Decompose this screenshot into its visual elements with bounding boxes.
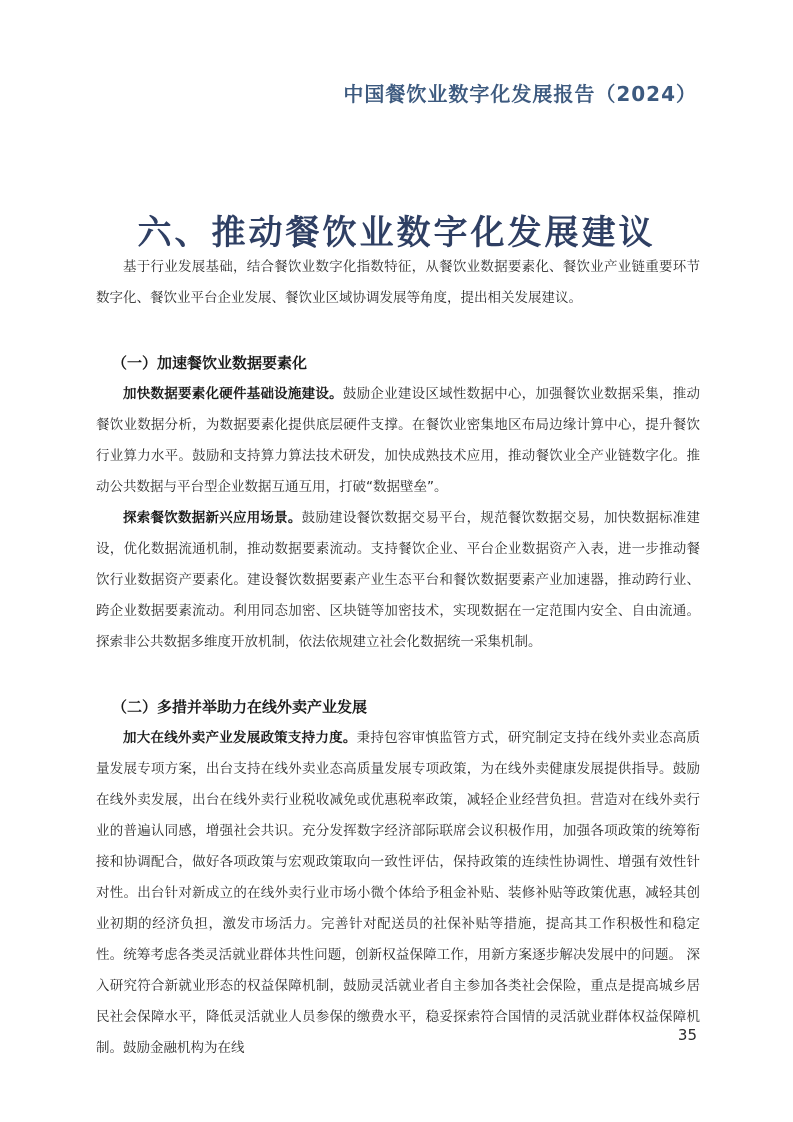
paragraph-1-2	[96, 503, 700, 658]
report-header-title: 中国餐饮业数字化发展报告（2024）	[343, 82, 697, 106]
chapter-body	[96, 252, 700, 1064]
page-number: 35	[677, 1026, 697, 1044]
section-heading-1: （一）加速餐饮业数据要素化	[112, 354, 308, 372]
paragraph-text: 鼓励建设餐饮数据交易平台，规范餐饮数据交易，加快数据标准建设，优化数据流通机制，推动数据要素流动。支持餐饮企业、平台企业数据资产入表，进一步推动餐饮行业数据资产要素化。建设餐饮数据要素产业生态平台和餐饮数据要素产业加速器，推动跨行业、跨企业数据要素流动。利用同态加密、区块链等加密技术，实现数据在一定范围内安全、自由流通。探索非公共数据多维度开放机制，依法依规建立社会化数据统一采集机制。	[96, 510, 701, 650]
paragraph-2-1	[96, 723, 700, 1064]
paragraph-text: 鼓励企业建设区域性数据中心，加强餐饮业数据采集，推动餐饮业数据分析，为数据要素化提供底层硬件支撑。在餐饮业密集地区布局边缘计算中心，提升餐饮行业算力水平。鼓励和支持算力算法技术研发，加快成熟技术应用，推动餐饮业全产业链数字化。推动公共数据与平台型企业数据互通互用，打破“数据壁垒”。	[96, 386, 701, 495]
paragraph-lead: 加快数据要素化硬件基础设施建设。	[123, 386, 343, 402]
paragraph-text: 秉持包容审慎监管方式，研究制定支持在线外卖业态高质量发展专项方案，出台支持在线外卖业态高质量发展专项政策，为在线外卖健康发展提供指导。鼓励在线外卖发展，出台在线外卖行业税收减免或优惠税率政策，减轻企业经营负担。营造对在线外卖行业的普遍认同感，增强社会共识。充分发挥数字经济部际联席会议积极作用，加强各项政策的统筹衔接和协调配合，做好各项政策与宏观政策取向一致性评估，保持政策的连续性协调性、增强有效性针对性。出台针对新成立的在线外卖行业市场小微个体给予租金补贴、装修补贴等政策优惠，减轻其创业初期的经济负担，激发市场活力。完善针对配送员的社保补贴等措施，提高其工作积极性和稳定性。统筹考虑各类灵活就业群体共性问题，创新权益保障工作，用新方案逐步解决发展中的问题。 深入研究符合新就业形态的权益保障机制，鼓励灵活就业者自主参加各类社会保险，重点是提高城乡居民社会保障水平，降低灵活就业人员参保的缴费水平，稳妥探索符合国情的灵活就业群体权益保障机制。鼓励金融机构为在线	[96, 730, 701, 1056]
paragraph-lead: 加大在线外卖产业发展政策支持力度。	[123, 730, 357, 746]
paragraph-1-1	[96, 379, 700, 503]
section-heading-2: （二）多措并举助力在线外卖产业发展	[112, 698, 368, 716]
paragraph-lead: 探索餐饮数据新兴应用场景。	[123, 510, 302, 526]
intro-paragraph: 基于行业发展基础，结合餐饮业数字化指数特征，从餐饮业数据要素化、餐饮业产业链重要环节数字化、餐饮业平台企业发展、餐饮业区域协调发展等角度，提出相关发展建议。	[96, 259, 700, 306]
chapter-title: 六、推动餐饮业数字化发展建议	[137, 212, 656, 253]
